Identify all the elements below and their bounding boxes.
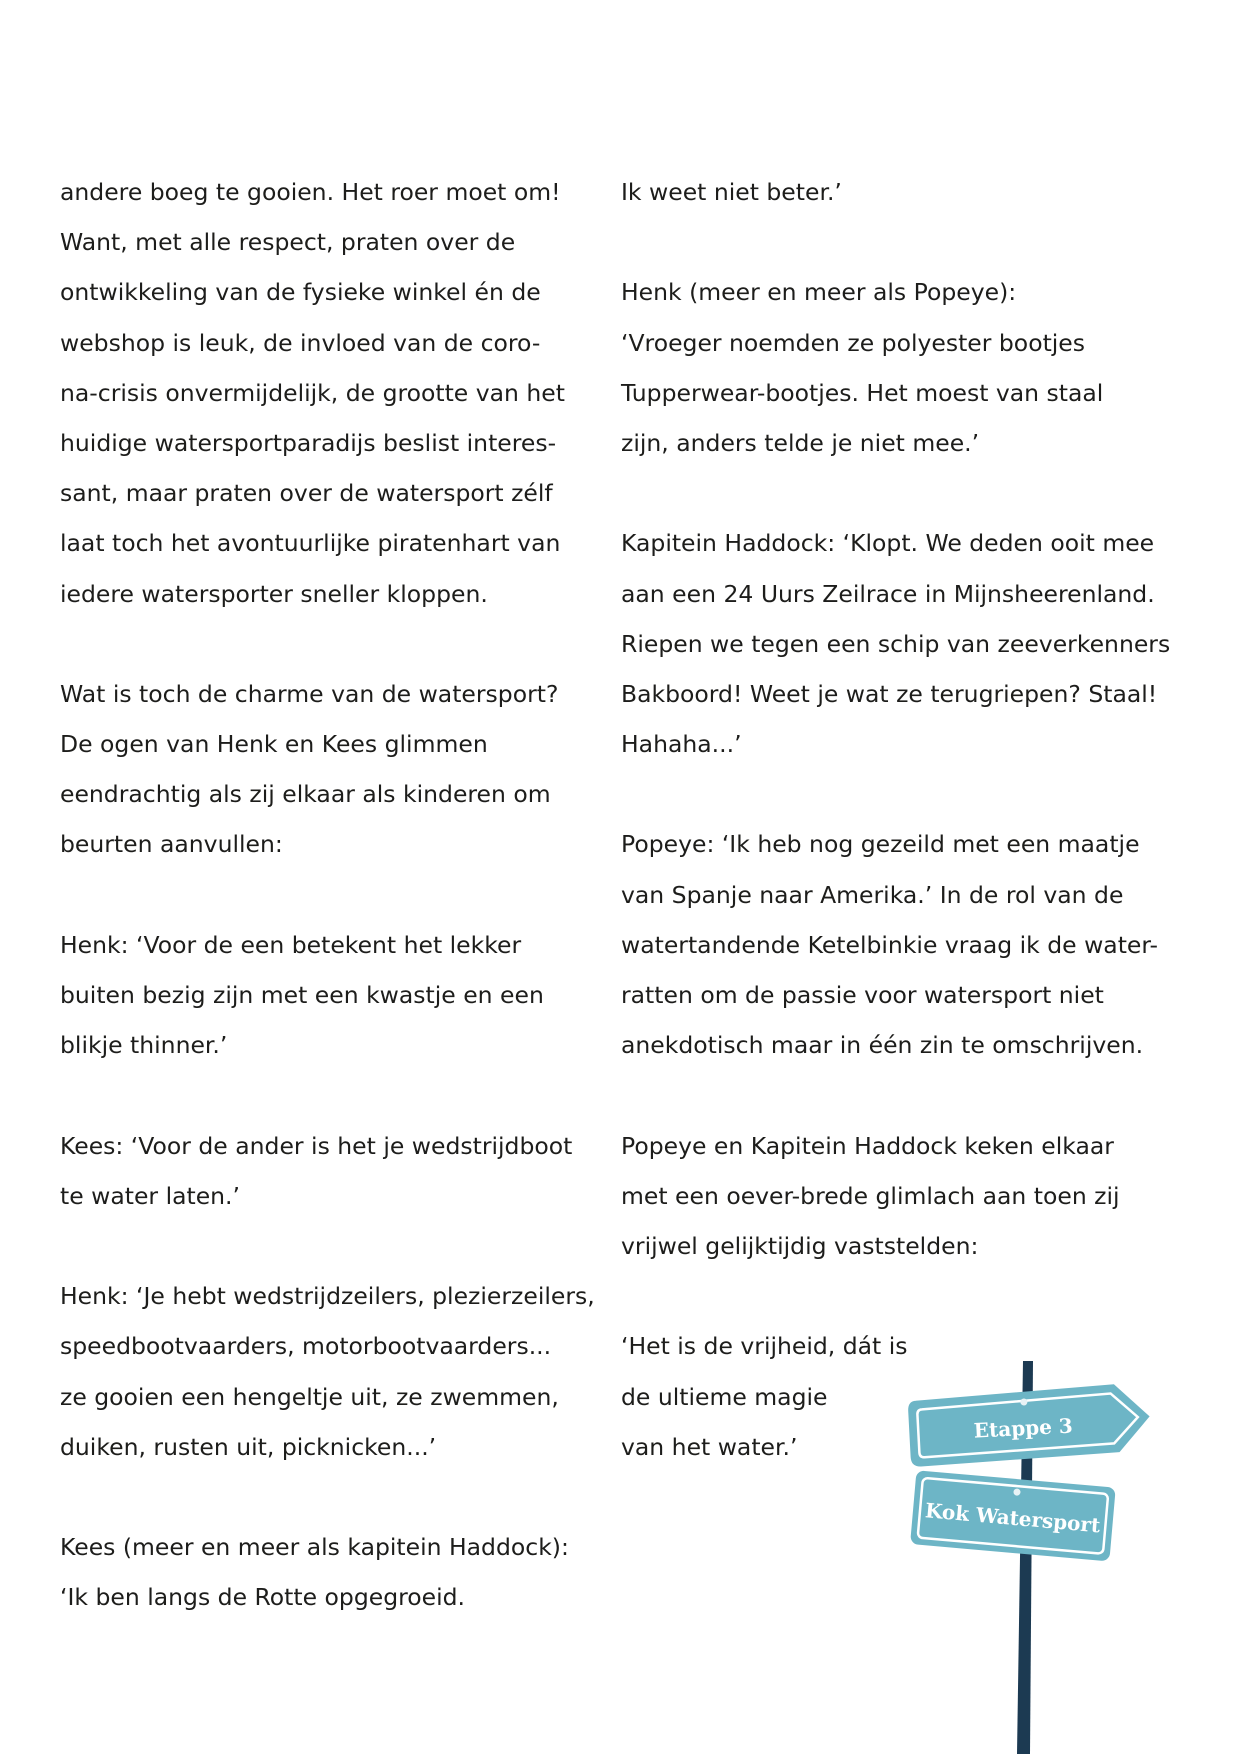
left-column-text-line: Want, met alle respect, praten over de [60,228,516,257]
left-column-text-line: huidige watersportparadijs beslist interes- [60,428,557,457]
right-column-spacer [621,769,1181,819]
left-column-text-line: ‘Ik ben langs de Rotte opgegroeid. [60,1583,466,1612]
right-column [621,167,1181,1472]
left-column-text-line: De ogen van Henk en Kees glimmen [60,730,488,759]
right-column-spacer [621,1271,1181,1321]
left-column-text-line: iedere watersporter sneller kloppen. [60,579,488,608]
left-column-spacer [60,870,620,920]
signpost-illustration [905,1355,1165,1754]
right-column-text-line: Riepen we tegen een schip van zeeverkenners [621,629,1171,658]
left-column-text-line: eendrachtig als zij elkaar als kinderen om [60,780,551,809]
left-column-text-line: Wat is toch de charme van de watersport? [60,679,559,708]
left-column-spacer [60,619,620,669]
right-column-text-line: van het water.’ [621,1432,798,1461]
left-column-text-line: Henk: ‘Je hebt wedstrijdzeilers, plezierzeilers, [60,1282,595,1311]
right-column-text-line: Popeye en Kapitein Haddock keken elkaar [621,1131,1114,1160]
right-column-text-line: met een oever-brede glimlach aan toen zij [621,1181,1120,1210]
right-column-text-line: watertandende Ketelbinkie vraag ik de water- [621,930,1159,959]
sign-kok-watersport [910,1470,1116,1561]
right-column-text-line: Ik weet niet beter.’ [621,178,842,206]
right-column-text-line: zijn, anders telde je niet mee.’ [621,428,980,457]
left-column-text-line: webshop is leuk, de invloed van de coro- [60,328,541,357]
left-column-text-line: andere boeg te gooien. Het roer moet om! [60,178,561,206]
left-column-text-line: laat toch het avontuurlijke piratenhart van [60,529,561,558]
right-column-text-line: van Spanje naar Amerika.’ In de rol van de [621,880,1124,909]
left-column [60,167,620,1622]
left-column-text-line: duiken, rusten uit, picknicken...’ [60,1432,437,1461]
right-column-text-line: anekdotisch maar in één zin te omschrijven. [621,1031,1144,1060]
signpost-graphic [905,1355,1165,1754]
right-column-text-line: Hahaha...’ [621,730,742,759]
left-column-text-line: speedbootvaarders, motorbootvaarders... [60,1332,552,1361]
left-column-text-line: beurten aanvullen: [60,830,283,859]
right-column-text-line: ‘Het is de vrijheid, dát is [621,1332,908,1361]
right-column-text-line: Henk (meer en meer als Popeye): [621,278,1017,307]
sign-kok-watersport-label: Kok Watersport [924,1498,1102,1538]
right-column-text-line: de ultieme magie [621,1382,828,1411]
sign-etappe-label: Etappe 3 [973,1413,1074,1443]
left-column-text-line: sant, maar praten over de watersport zélf [60,479,553,508]
left-column-text-line: na-crisis onvermijdelijk, de grootte van het [60,378,565,407]
right-column-text-line: Kapitein Haddock: ‘Klopt. We deden ooit mee [621,529,1155,558]
left-column-text-line: Kees (meer en meer als kapitein Haddock): [60,1533,569,1562]
left-column-text-line: ze gooien een hengeltje uit, ze zwemmen, [60,1382,559,1411]
left-column-text-line: buiten bezig zijn met een kwastje en een [60,981,544,1009]
right-column-spacer [621,468,1181,518]
right-column-text-line: Popeye: ‘Ik heb nog gezeild met een maatje [621,830,1140,859]
right-column-text-line: ‘Vroeger noemden ze polyester bootjes [621,328,1086,357]
left-column-spacer [60,1070,620,1120]
right-column-spacer [621,217,1181,267]
right-column-text-line: Tupperwear-bootjes. Het moest van staal [621,378,1104,407]
left-column-text-line: Henk: ‘Voor de een betekent het lekker [60,930,522,959]
left-column-text-line: blikje thinner.’ [60,1031,228,1060]
right-column-spacer [621,1070,1181,1120]
right-column-text-line: ratten om de passie voor watersport niet [621,981,1104,1009]
sign-etappe [909,1385,1148,1465]
left-column-spacer [60,1472,620,1522]
right-column-text-line: aan een 24 Uurs Zeilrace in Mijnsheerenland. [621,579,1155,608]
right-column-text-line: Bakboord! Weet je wat ze terugriepen? Staal! [621,679,1158,708]
left-column-spacer [60,1221,620,1271]
left-column-text-line: te water laten.’ [60,1181,241,1210]
left-column-text-line: ontwikkeling van de fysieke winkel én de [60,278,541,307]
left-column-text-line: Kees: ‘Voor de ander is het je wedstrijdboot [60,1131,573,1160]
right-column-text-line: vrijwel gelijktijdig vaststelden: [621,1231,979,1260]
